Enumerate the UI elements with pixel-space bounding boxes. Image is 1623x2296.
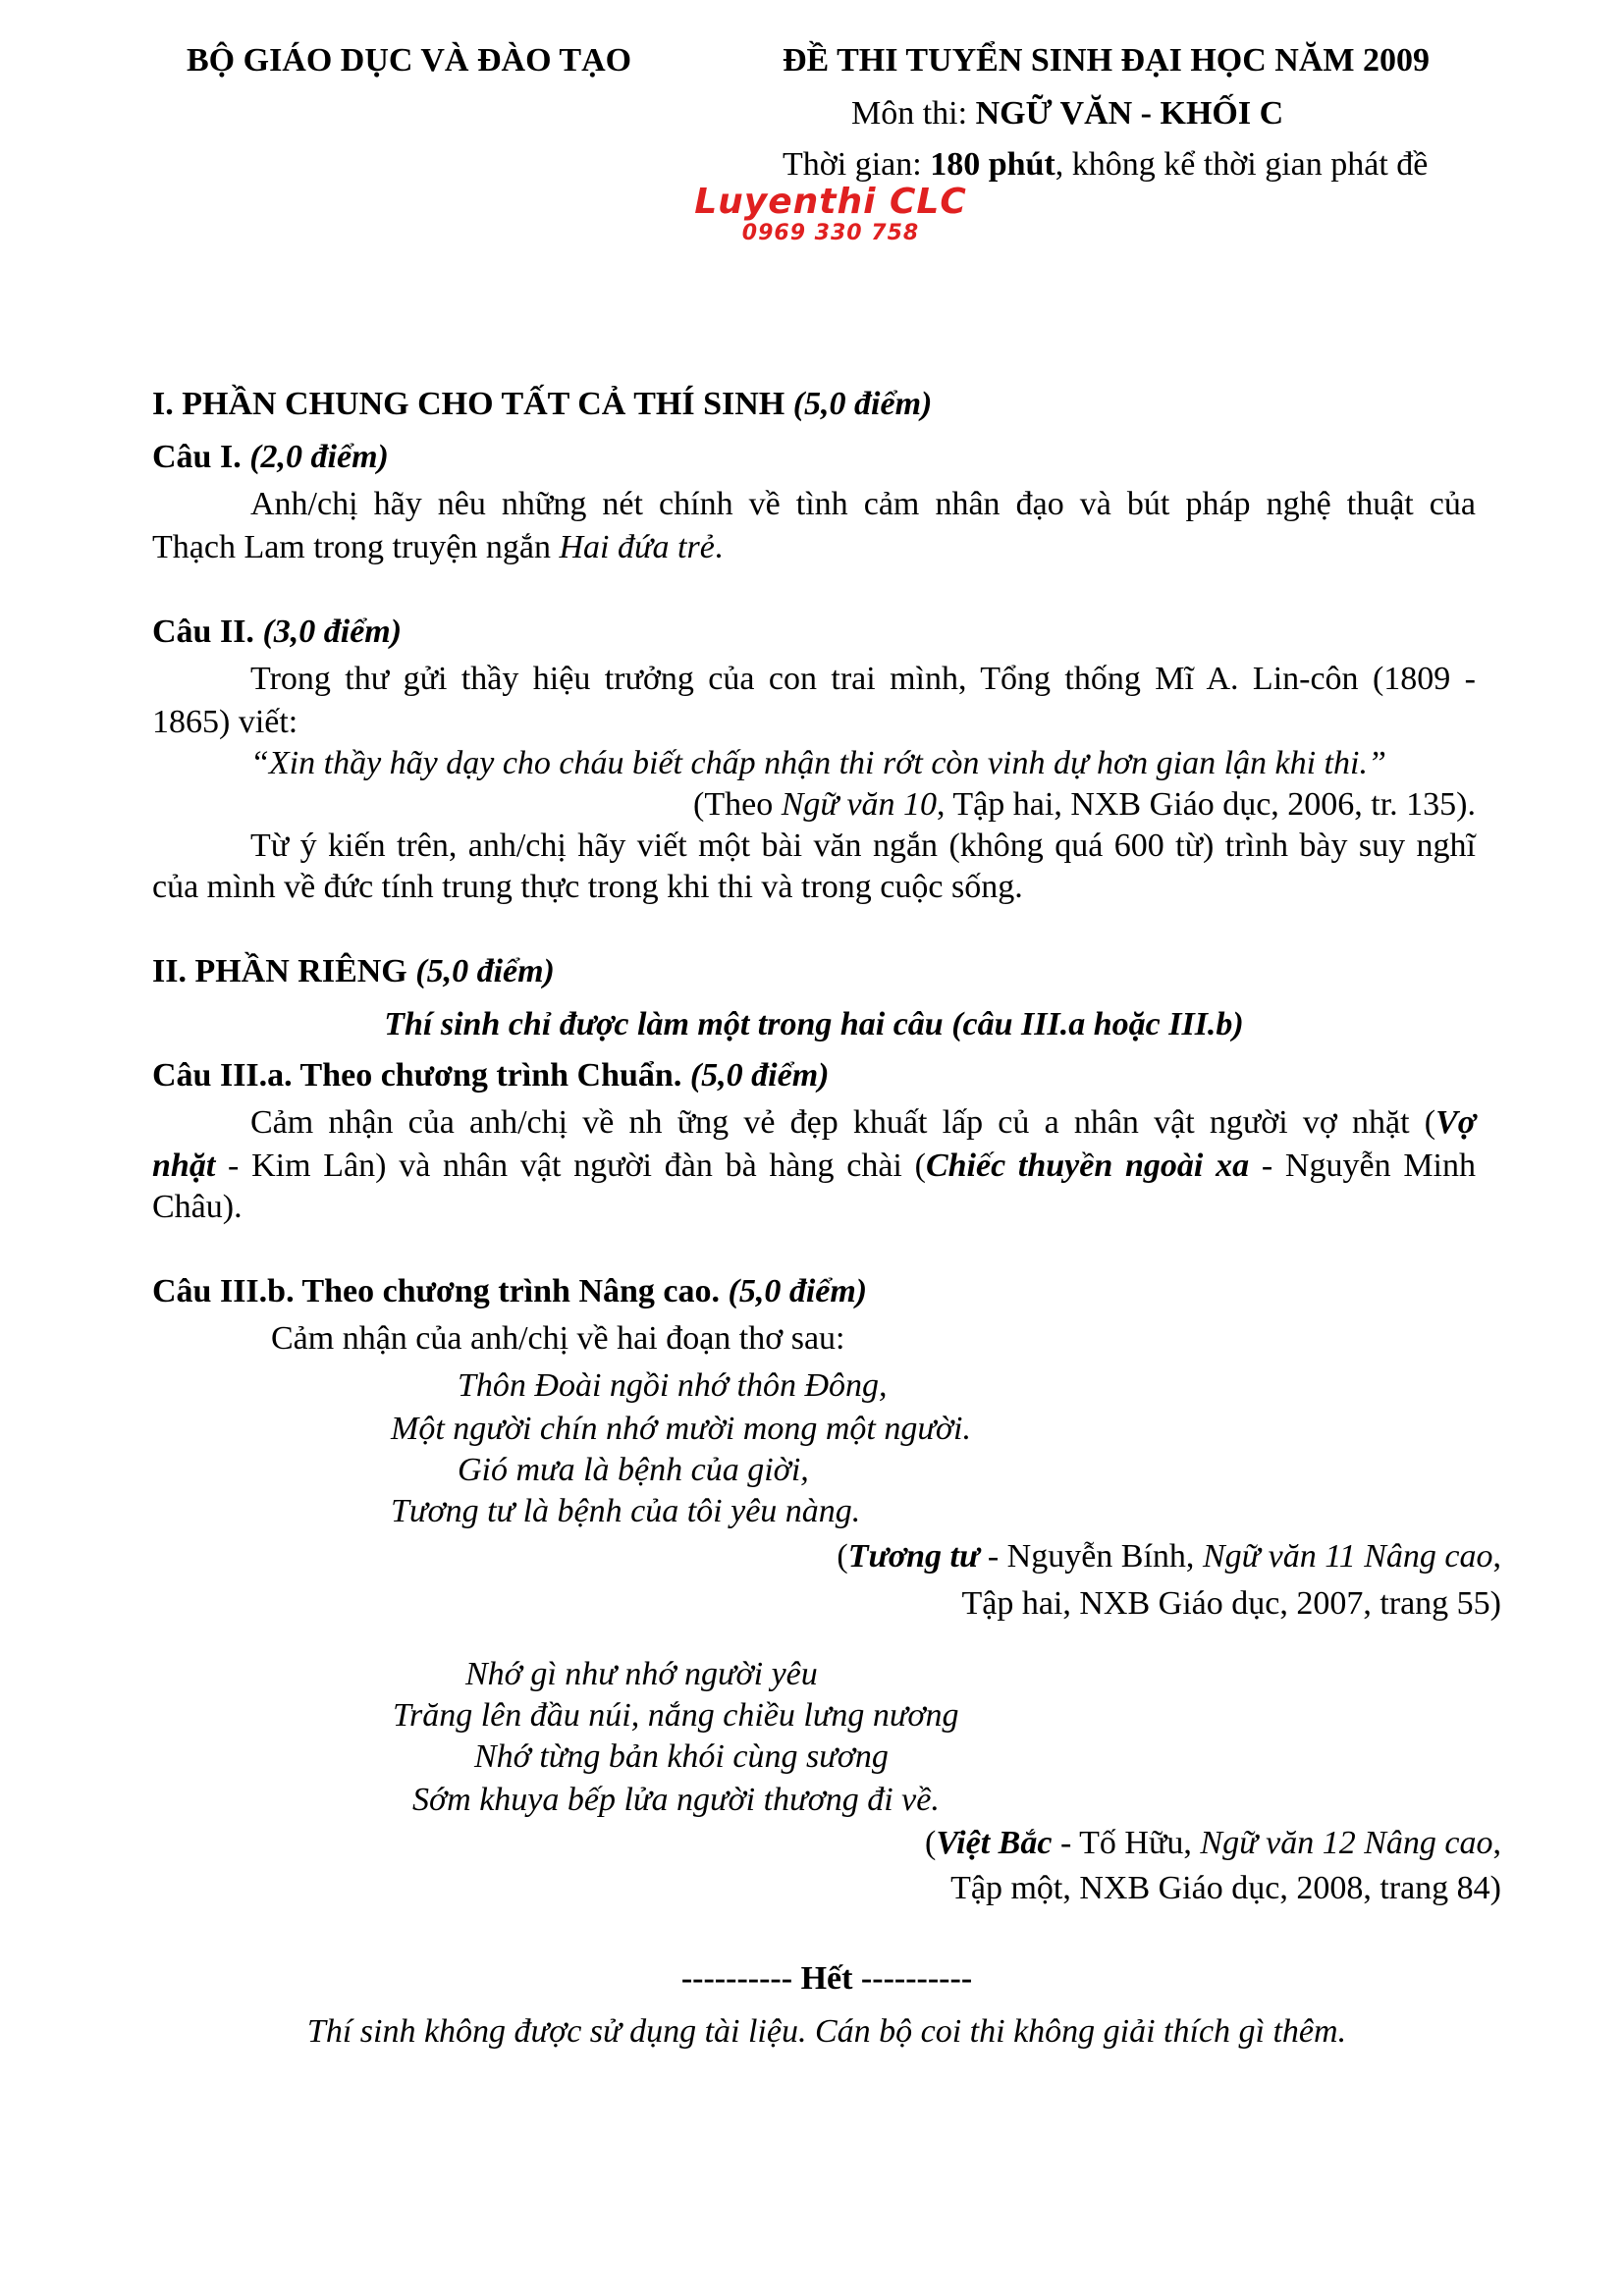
q2-source-book: Ngữ văn 10 (781, 786, 938, 823)
part2-heading (152, 952, 555, 991)
q3b-label: Câu III.b. Theo chương trình Nâng cao. (152, 1273, 729, 1309)
q2-heading (152, 613, 402, 652)
q3a-line1-prefix: Cảm nhận của anh/chị về nh ững vẻ đẹp khuất lấp củ a nhân vật người vợ nhặt ( (250, 1104, 1436, 1141)
exam-title: ĐỀ THI TUYỂN SINH ĐẠI HỌC NĂM 2009 (783, 42, 1430, 79)
q2-line-2: 1865) viết: (152, 704, 298, 740)
poem1-book: Ngữ văn 11 Nâng cao (1202, 1538, 1493, 1575)
part1-heading-text: I. PHẦN CHUNG CHO TẤT CẢ THÍ SINH (152, 386, 793, 422)
subject-name: NGỮ VĂN - KHỐI C (975, 95, 1284, 132)
poem2-title: Việt Bắc (936, 1825, 1053, 1861)
part1-heading (152, 385, 932, 424)
poem2-book: Ngữ văn 12 Nâng cao (1200, 1825, 1493, 1861)
q3a-heading (152, 1056, 829, 1095)
ministry-name: BỘ GIÁO DỤC VÀ ĐÀO TẠO (187, 42, 632, 79)
q1-label: Câu I. (152, 439, 250, 475)
q1-line-2 (152, 528, 723, 567)
time-prefix: Thời gian: (783, 146, 931, 183)
footer-note: Thí sinh không được sử dụng tài liệu. Cán bộ coi thi không giải thích gì thêm. (306, 2013, 1347, 2050)
part2-heading-text: II. PHẦN RIÊNG (152, 953, 416, 989)
poem1-author: - Nguyễn Bính, (979, 1538, 1203, 1575)
poem2-source-line-2: Tập một, NXB Giáo dục, 2008, trang 84) (950, 1870, 1501, 1906)
q1-line2-suffix: . (714, 529, 724, 565)
part2-points: (5,0 điểm) (415, 953, 555, 989)
exam-duration (783, 145, 1428, 185)
q3a-work-title-part: Vợ (1435, 1104, 1476, 1141)
q1-points: (2,0 điểm) (249, 439, 389, 475)
poem2-source-open: ( (925, 1825, 937, 1861)
q2-label: Câu II. (152, 614, 263, 650)
q1-work-title: Hai đứa trẻ (559, 529, 715, 565)
logo-text: Luyenthi CLC (694, 182, 967, 222)
q3a-line-1 (152, 1103, 1476, 1143)
poem1-source-open: ( (837, 1538, 848, 1575)
subject-prefix: Môn thi: (851, 95, 976, 132)
exam-subject (851, 94, 1283, 133)
q2-line-3: Từ ý kiến trên, anh/chị hãy viết một bài văn ngắn (không quá 600 từ) trình bày suy nghĩ (250, 828, 1476, 864)
time-value: 180 phút (930, 146, 1055, 183)
q3b-points: (5,0 điểm) (728, 1273, 868, 1309)
q2-source-suffix: , Tập hai, NXB Giáo dục, 2006, tr. 135). (937, 786, 1476, 823)
poem2-line-4: Sớm khuya bếp lửa người thương đi về. (412, 1782, 940, 1818)
poem2-source-comma: , (1492, 1825, 1501, 1861)
poem1-source-line-2: Tập hai, NXB Giáo dục, 2007, trang 55) (961, 1585, 1501, 1622)
watermark-logo (674, 183, 988, 245)
q3b-intro: Cảm nhận của anh/chị về hai đoạn thơ sau: (271, 1320, 845, 1357)
q2-quote: “Xin thầy hãy dạy cho cháu biết chấp nhận thi rớt còn vinh dự hơn gian lận khi thi.” (250, 745, 1386, 781)
poem1-title: Tương tư (847, 1538, 980, 1575)
poem1-source (152, 1537, 1501, 1576)
q3a-line2-suffix: - Nguyễn Minh (1249, 1148, 1477, 1184)
q3a-work-title-2: Chiếc thuyền ngoài xa (925, 1148, 1250, 1184)
end-marker: ---------- Hết ---------- (680, 1960, 973, 1997)
q3a-label: Câu III.a. Theo chương trình Chuẩn. (152, 1057, 690, 1094)
q2-line-4: của mình về đức tính trung thực trong khi thi và trong cuộc sống. (152, 869, 1023, 905)
q1-line-1: Anh/chị hãy nêu những nét chính về tình cảm nhân đạo và bút pháp nghệ thuật của (250, 486, 1476, 522)
q3a-line-3: Châu). (152, 1189, 243, 1225)
q1-line2-prefix: Thạch Lam trong truyện ngắn (152, 529, 560, 565)
q1-heading (152, 438, 389, 477)
poem1-line-1: Thôn Đoài ngồi nhớ thôn Đông, (458, 1367, 888, 1404)
poem2-line-3: Nhớ từng bản khói cùng sương (474, 1738, 889, 1775)
part2-instruction: Thí sinh chỉ được làm một trong hai câu (câu III.a hoặc III.b) (384, 1006, 1244, 1042)
logo-phone: 0969 330 758 (741, 221, 920, 245)
poem2-author: - Tố Hữu, (1052, 1825, 1201, 1861)
poem1-source-comma: , (1492, 1538, 1501, 1575)
q3a-line2-mid: - Kim Lân) và nhân vật người đàn bà hàng chài ( (215, 1148, 926, 1184)
q3a-points: (5,0 điểm) (689, 1057, 830, 1094)
time-suffix: , không kể thời gian phát đề (1055, 146, 1429, 183)
poem1-line-3: Gió mưa là bệnh của giời, (458, 1452, 809, 1488)
q2-points: (3,0 điểm) (262, 614, 403, 650)
q2-line-1: Trong thư gửi thầy hiệu trưởng của con trai mình, Tổng thống Mĩ A. Lin-côn (1809 - (250, 661, 1476, 697)
poem1-line-4: Tương tư là bệnh của tôi yêu nàng. (391, 1493, 861, 1529)
q3a-work-title-rest: nhặt (152, 1148, 216, 1184)
q2-source (152, 785, 1476, 825)
poem1-line-2: Một người chín nhớ mười mong một người. (391, 1411, 971, 1447)
part1-points: (5,0 điểm) (792, 386, 933, 422)
q2-source-prefix: (Theo (693, 786, 782, 823)
poem2-line-1: Nhớ gì như nhớ người yêu (465, 1656, 818, 1692)
q3b-heading (152, 1272, 867, 1311)
q3a-line-2 (152, 1147, 1476, 1186)
poem2-line-2: Trăng lên đầu núi, nắng chiều lưng nương (393, 1697, 959, 1734)
poem2-source (152, 1824, 1501, 1863)
